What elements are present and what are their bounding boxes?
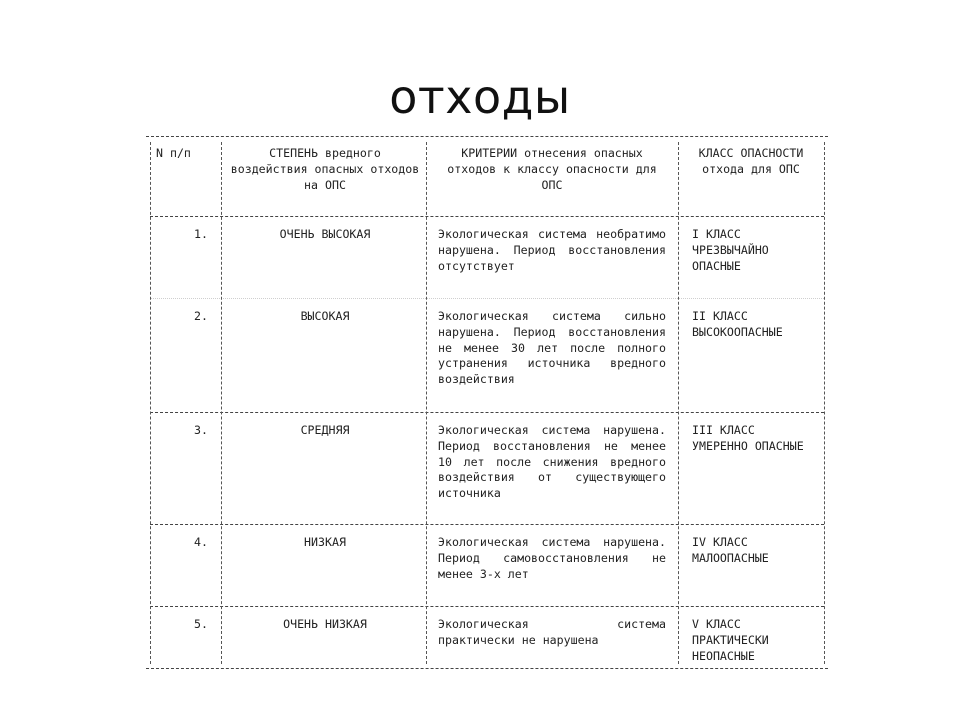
column-border [426,142,427,664]
row-criteria: Экологическая система необратимо нарушена. Период восстановления отсутствует [438,227,666,273]
row-separator [150,412,824,413]
slide-title: отходы [389,70,571,124]
row-degree: ВЫСОКАЯ [300,309,350,323]
row-number: 2. [194,309,208,323]
row-number: 3. [194,423,208,437]
row-separator [150,606,824,607]
column-border [678,142,679,664]
column-border [824,142,825,664]
row-degree: НИЗКАЯ [304,535,346,549]
row-degree: ОЧЕНЬ НИЗКАЯ [283,617,367,631]
row-criteria: Экологическая система нарушена. Период восстановления не менее 10 лет после снижения вредного воздействия от существующего источника [438,423,666,501]
column-border [221,142,222,664]
header-degree: СТЕПЕНЬ вредного воздействия опасных отходов на ОПС [230,146,420,192]
table-bottom-border [146,668,828,669]
row-hazard-class: V КЛАСС ПРАКТИЧЕСКИ НЕОПАСНЫЕ [692,617,769,663]
row-hazard-class: II КЛАСС ВЫСОКООПАСНЫЕ [692,309,783,339]
row-criteria: Экологическая система сильно нарушена. Период восстановления не менее 30 лет после полного устранения источника вредного воздействия [438,309,666,387]
row-hazard-class: IV КЛАСС МАЛООПАСНЫЕ [692,535,769,565]
header-criteria: КРИТЕРИИ отнесения опасных отходов к классу опасности для ОПС [447,146,657,192]
row-separator [150,298,824,299]
header-hazard-class: КЛАСС ОПАСНОСТИ отхода для ОПС [698,146,804,176]
table-top-border [146,136,828,137]
row-number: 4. [194,535,208,549]
column-border [150,142,151,664]
row-degree: ОЧЕНЬ ВЫСОКАЯ [279,227,371,241]
hazard-class-table [146,128,828,676]
header-separator [150,216,824,217]
row-hazard-class: III КЛАСС УМЕРЕННО ОПАСНЫЕ [692,423,804,453]
row-criteria: Экологическая система практически не нарушена [438,617,666,647]
row-number: 1. [194,227,208,241]
row-degree: СРЕДНЯЯ [300,423,350,437]
row-number: 5. [194,617,208,631]
row-hazard-class: I КЛАСС ЧРЕЗВЫЧАЙНО ОПАСНЫЕ [692,227,769,273]
row-separator [150,524,824,525]
row-criteria: Экологическая система нарушена. Период самовосстановления не менее 3-х лет [438,535,666,581]
header-number: N п/п [156,146,191,160]
